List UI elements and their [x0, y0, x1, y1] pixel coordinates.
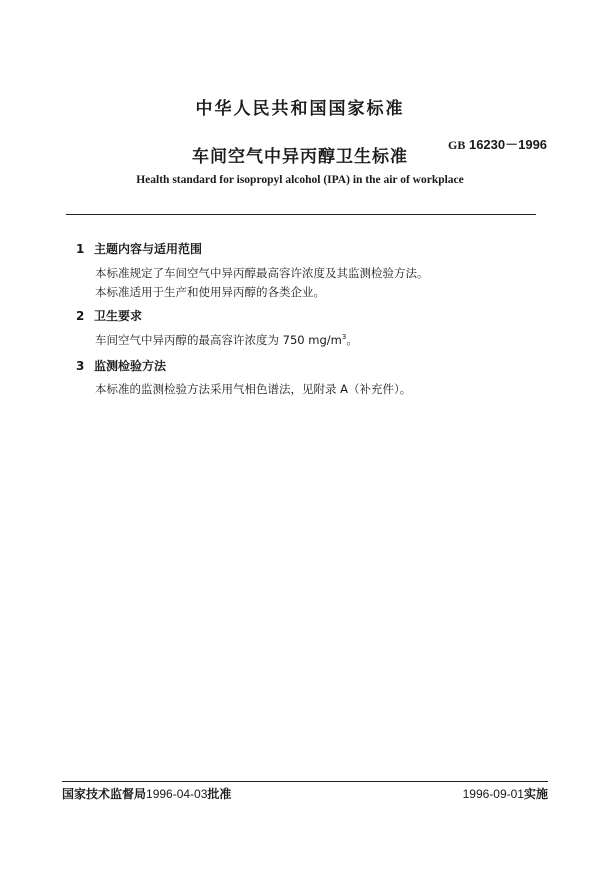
footer-issue-date: 1996-04-03: [146, 787, 208, 801]
section-2-paragraph-end: 。: [346, 333, 358, 347]
section-3-number: 3: [76, 359, 85, 373]
section-2-heading: [76, 307, 142, 324]
footer-divider: [62, 781, 548, 782]
section-2-paragraph-text: 车间空气中异丙醇的最高容许浓度为 750 mg/m: [95, 333, 342, 347]
footer-effective-date: 1996-09-01: [462, 787, 524, 801]
section-3-heading: [76, 357, 166, 374]
section-1-paragraph-1: 本标准规定了车间空气中异丙醇最高容许浓度及其监测检验方法。: [95, 266, 429, 280]
standard-number-value: 16230－1996: [468, 137, 548, 152]
section-1-paragraph-2: 本标准适用于生产和使用异丙醇的各类企业。: [95, 285, 325, 299]
standard-title-cn: 车间空气中异丙醇卫生标准: [192, 147, 408, 167]
section-2-title: 卫生要求: [94, 309, 143, 323]
footer-effective: [463, 785, 548, 802]
section-3-title: 监测检验方法: [94, 359, 167, 373]
section-3-paragraph-1: 本标准的监测检验方法采用气相色谱法，见附录 A（补充件）。: [95, 382, 412, 396]
footer-effective-suffix: 实施: [523, 787, 548, 801]
footer-approval: [62, 785, 231, 802]
standard-title-en: Health standard for isopropyl alcohol (IPA) in the air of workplace: [136, 174, 464, 186]
standard-number-prefix: GB: [448, 138, 466, 152]
footer-issuer: 国家技术监督局: [62, 787, 147, 801]
section-1-heading: [76, 240, 202, 257]
national-standard-title: 中华人民共和国国家标准: [195, 99, 405, 119]
section-1-title: 主题内容与适用范围: [94, 242, 203, 256]
footer-issue-suffix: 批准: [207, 787, 232, 801]
section-2-paragraph: [95, 332, 358, 348]
header-divider: [66, 214, 536, 215]
section-2-superscript: 3: [341, 333, 347, 342]
section-2-number: 2: [76, 309, 85, 323]
section-1-number: 1: [76, 242, 85, 256]
